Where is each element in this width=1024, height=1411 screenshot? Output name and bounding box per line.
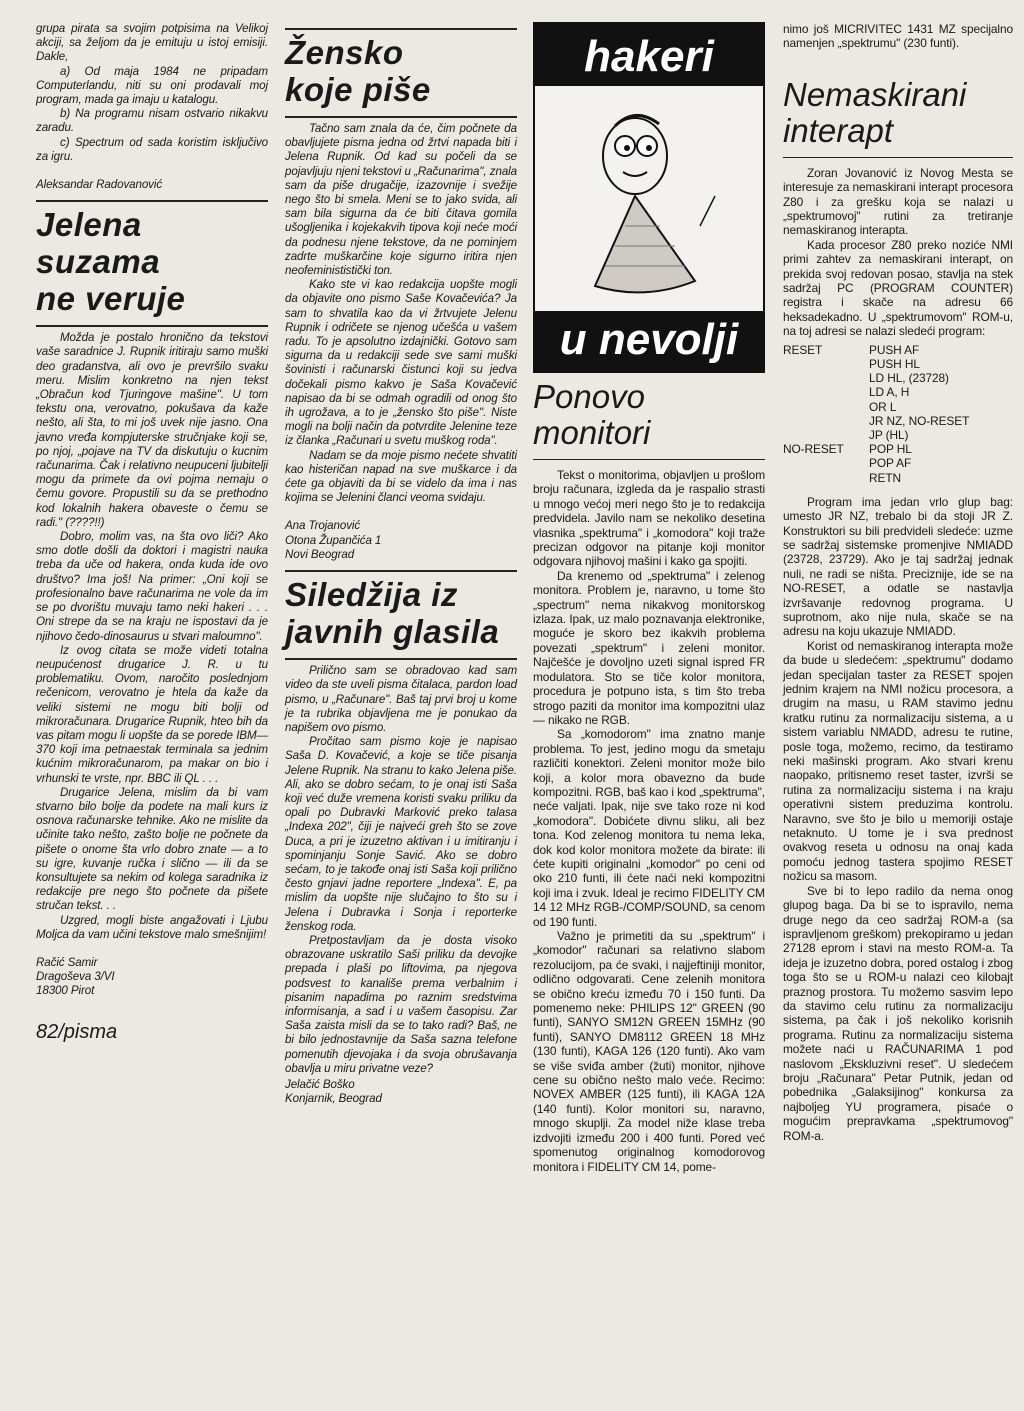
intro-para: b) Na programu nisam ostvario nikakvu zaradu. [36,107,268,135]
program-label [783,385,869,399]
body-para: nimo još MICRIVITEC 1431 MZ specijalno namenjen „spektrumu" (230 funti). [783,22,1013,51]
program-code: POP AF [869,456,912,471]
program-code: PUSH HL [869,356,920,371]
body-para: Pretpostavljam da je dosta visoko obrazovane uskratilo Saši priliku da devojke prepada i plaši po liftovima, pa njegova podsvest to kanališe prema verbalnim i pisanim napadima po raznim sredstvima informisanja, a sad i u vašem časopisu. Zar Saša zaista misli da se to tako radi? Baš, ne bi bilo jednostavnije da Saša sazna telefone pomenutih djevojaka i da svoja obrušavanja obavlja u miru privatne veze? [285,933,517,1075]
body-para: Važno je primetiti da su „spektrum" i „komodor" računari sa relativno slabom rezolucijom, pa će svaki, i najjeftiniji monitor, odlično odgovarati. Cene zelenih monitora se obično kreću između 70 i 150 funti. Da pomenemo neke: PHILIPS 12" GREEN (90 funti), SANYO SM12N GREEN 15MHz (90 funti), SANYO DM8112 GREEN 18 MHz (130 funti), KAGA 126 (120 funti). Ako vam se više sviđa amber (žuti) monitor, njihove cene su obično nešto malo veće. Recimo: NOVEX AMBER (125 funti), ili KAGA 12A (140 funti). Kolor monitori su, naravno, mnogo skuplji. Za model niže klase treba izdvojiti između 200 i 400 funti. Pored već spomenutog originalnog komodorovog monitora i FIDELITY CM 14, pome- [533,929,765,1174]
article-monitori [533,468,765,1174]
body-para: Dobro, molim vas, na šta ovo liči? Ako smo dotle došli da doktori i magistri nauka treba da uče od hakera, onda kuda ide ovo društvo? Ima još! Na primer: „Oni koji se profesionalno bave računarima ne vole da im se po dvorištu muvaju tamo neki hakeri . . . Oni strepe da se na kraju ne ispostavi da je njihovo čedo-dinosaurus u stvari maloumno". [36,530,268,643]
signature [285,1078,517,1106]
body-para: Tekst o monitorima, objavljen u prošlom broju računara, izgleda da je raspalio strasti u mnogo većoj meri nego što je to redakcija predvidela. Javilo nam se nekoliko desetina vlasnika „spektruma" i „komodora" koji traže precizan odgovor na pitanje koji monitor odgovara njihovoj mašini i kako ga spojiti. [533,468,765,569]
signature [36,956,268,999]
page-footer: 82/pisma [36,1020,118,1043]
program-code: PUSH AF [869,342,920,357]
column-2 [285,22,517,1106]
intro-para: a) Od maja 1984 ne pripadam Computerlandu, niti su oni prodavali moj program, mada ga imaju u katalogu. [36,64,268,107]
intro-para: grupa pirata sa svojim potpisima na Velikoj akciji, sa željom da je emituju u istoj emisiji. Dakle, [36,22,268,64]
divider [36,200,268,202]
intro-signature: Aleksandar Radovanović [36,178,163,192]
program-code: LD HL, (23728) [869,371,949,386]
program-code: JR NZ, NO-RESET [869,413,970,428]
program-label: NO-RESET [783,442,844,457]
body-para: Da krenemo od „spektruma" i zelenog monitora. Problem je, naravno, u tome što „spectrum" nema nikakvog monitorskog izlaza. Ipak, uz malo poznavanja elektronike, moguće je skoro bez ikakvih problema povezati „spektrum" i zeleni monitor. Najčešće je dovoljno uzeti signal ispred FR modulatora. Sto se tiče kolor monitora, procedura je potpuno ista, s tim što treba strogo paziti da monitor ima kompozitni ulaz — nikako ne RGB. [533,568,765,727]
body-para: Uzgred, mogli biste angažovati i Ljubu Moljca da vam učini tekstove malo smešnijim! [36,913,268,941]
headline-zensko: Žensko koje piše [285,34,431,108]
body-para: Sve bi to lepo radilo da nema onog glupog baga. Da bi se to ispravilo, nema druge nego da ceo sadržaj ROM-a (sa ispravljenom greškom) prekopiramo u jedan 27128 eprom i stavi na mesto ROM-a. Ta ideja je izuzetno dobra, pored ostalog i zbog toga što se u ROM-u nalazi ceo kilobajt praznog prostora. Tu možemo sasvim lepo da stavimo celu rutinu za normalizaciju sistema, pa čak i još nekoliko korisnih programa. Rutinu za normalizaciju sistema možete naći u RAČUNARIMA 1 pod naslovom „Ekskluzivni reset". U sledećem broju „Računara" Petar Putnik, jedan od pobednika „Galaksijinog" konkursa za najbolјeg YU programera, pisaće o mogućim prepravkama „spektrumovog" ROM-a. [783,883,1013,1143]
program-label [783,357,869,371]
body-para: Prilično sam se obradovao kad sam video da ste uveli pisma čitalaca, pardon load pismo, u „Računare". Baš taj prvi broj u kome je ta rubrika objavljena me je ponukao da napišem ovo pismo. [285,664,517,734]
body-para: Drugarice Jelena, mislim da bi vam stvarno bilo bolje da podete na mali kurs iz osnova računarske tehnike. Ako ne mislite da učinite tako nešto, zašto bolje ne počnete da pišete o onome šta vrlo dobro znate — a to su igre, kuvanje ručka i slično — ili da se konsultujete sa nekim od kolega saradnika iz redakcije pre nego što počnete da pišete stručan tekst. . . [36,785,268,913]
divider [285,658,517,660]
body-para: Sa „komodorom" ima znatno manje problema. To jest, jedino mogu da smetaju različiti konektori. Zeleni monitor može bilo koji, a kolor mora obavezno da bude kompozitni. RGB, baš kao i kod „spektruma", neće valjati. Ipak, nije sve tako roze ni kod „komodora". Dobićete divnu sliku, ali bez tona. Kod zelenog monitora tu nema leka, dok kod kolor monitora možete da birate: ili ćete kupiti originalni „komodor" po ceni od oko 210 funti, ili ćete naći neki kompozitni koji ima i zvuk. Ideal je recimo FIDELITY CM 14 12 MHz RGB-/COMP/SOUND, sa cenom od 190 funti. [533,727,765,929]
program-label [783,456,869,470]
signature-address: Dragoševa 3/VI [36,970,115,984]
headline-jelena: Jelena suzama ne veruje [36,206,186,318]
intro-para: c) Spectrum od sada koristim isključivo za igru. [36,135,268,163]
program-code: RETN [869,470,901,485]
article-continuation [783,22,1013,51]
hacker-cartoon-icon [535,86,763,311]
body-para: Program ima jedan vrlo glup bag: umesto JR NZ, trebalo bi da stoji JR Z. Konstruktori su bili predvideli sledeće: uzme se sadržaj sistemske promenjive NMIADD (23728, 23729). Ako je taj sadržaj jednak nuli, ne radi se ništa. Preciznije, ide se na NO-RESET, a odatle se nastavlja izvršavanje redovnog programa. U suprotnom, ako nije nula, skače se na adresu na koju ukazuje NMIADD. [783,494,1013,639]
signature-city: Novi Beograd [285,547,355,561]
divider [285,28,517,30]
headline-monitori: Ponovo monitori [533,378,651,451]
signature-name: Ana Trojanović [285,519,361,533]
signature [285,519,517,562]
program-code: POP HL [869,442,912,457]
body-para: Iz ovog citata se može videti totalna neupućenost drugarice J. R. u tu problematiku. Ovom, naročito poslednjom rečenicom, verovatno je htela da kaže da veliki sistemi ne mogu biti bolji od mikroračunara. Drugarice Rupnik, hteo bih da vas pitam mogu li uopšte da se porede IBM—370 koji ima petnaestak terminala sa jednim kućnim mikroračunarom, pa makar on bio i vrhunski te vrste, npr. BBC ili QL . . . [36,643,268,785]
program-code: OR L [869,399,897,414]
article-interapt [783,166,1013,1143]
column-3 [533,22,765,1174]
body-para: Pročitao sam pismo koje je napisao Saša D. Kovačević, a koje se tiče pisanja Jelene Rupnik. Na stranu to kako Jelena piše. Ali, ako se dobro sećam, to je onaj isti Saša koji već duže vremena koristi svaku priliku da opali po Dubravki Marković preko talasa „Indexa 202", čiji je najveći greh što se zove Duca, a pri je izuzetno aktivan i u imitiranju i spominjanju Sonje Savić. Ako se dobro sećam, to je takođe onaj isti Saša koji prilično često gnjavi jadne reportere „Indexa". E, pa mislim da uopšte nije slučajno to što su i Jelena i Dubravka i Sonja i reporterke ženskog roda. [285,735,517,933]
headline-siledzija: Siledžija iz javnih glasila [285,576,500,651]
signature-city: 18300 Pirot [36,984,95,998]
letter-intro [36,22,268,192]
letter-siledzija [285,664,517,1106]
banner-top: hakeri [533,22,765,86]
headline-interapt: Nemaskirani interapt [783,75,967,149]
body-para: Tačno sam znala da će, čim počnete da obavljujete pisma jedna od žrtvi napada biti i Jelena Rupnik. Od kad su počeli da se pojavljuju njeni tekstovi u „Računarima", znala sam da piše drugačije, izazovnije i svežije nego što bi smela. Meni se to jako svida, ali sam bila sigurna da će biti čitava gomila ušogljenika i kojekakvih tipova koji neće moći da podnesu njene tekstove, da ne pominjem zadrte muškarčine koje sigurno iritira njen neofeminististički ton. [285,122,517,278]
program-code: JP (HL) [869,427,909,442]
column-4 [783,22,1013,1143]
program-label: RESET [783,342,823,357]
program-label [783,428,869,442]
program-label [783,371,869,385]
program-label [783,400,869,414]
signature-name: Jelačić Boško [285,1077,355,1091]
signature-city: Konjarnik, Beograd [285,1092,382,1106]
program-listing [783,343,1013,485]
body-para: Zoran Jovanović iz Novog Mesta se interesuje za nemaskirani interapt procesora Z80 i za grešku koja se nalazi u „spektrumovoj" rutini za tretiranje nemaskiranog interapta. [783,165,1013,238]
body-para: Kako ste vi kao redakcija uopšte mogli da objavite ono pismo Saše Kovačevića? Ja sam to shvatila kao da vi žrtvujete Jelenu Rupnik i odričete se njenog učešća u vašem radu. To je apsolutno izdajnički. Gotovo sam sigurna da u redakciji sede sve sami muški šovinisti i računarski čistunci koji su jedva dočekali pismo kakvo je Saša Kovačević napisao da bi se odmah ogradili od onog što ih ugrožava, a to je „žensko što piše". Niste mogli na bolji način da potvrdite Jelenine teze iz članka „Računari u svetu muškog roda". [285,278,517,448]
body-para: Nadam se da moje pismo nećete shvatiti kao histeričan napad na sve muškarce i da ćete ga objaviti da bi se videlo da ima i nas kojima se Jelenini članci veoma svidaju. [285,448,517,505]
letter-zensko [285,122,517,562]
body-para: Kada procesor Z80 preko noziće NMI primi zahtev za nemaskirani interapt, on prekida svoj redovan posao, stavlja na stek sadržaj PC (PROGRAM COUNTER) registra i skače na adresu 66 heksadekadno. U „spektrumovom" ROM-u, na toj adresi se nalazi sledeći program: [783,237,1013,339]
banner-bottom: u nevolji [533,311,765,373]
divider [285,570,517,572]
signature-address: Otona Župančića 1 [285,533,382,547]
divider [36,325,268,327]
program-label [783,471,869,485]
signature-name: Račić Samir [36,955,98,969]
divider [783,157,1013,158]
letter-jelena [36,331,268,998]
divider [285,116,517,118]
body-para: Možda je postalo hronično da tekstovi vaše saradnice J. Rupnik iritiraju samo muški deo gradanstva, ali ovo je prevršilo svaku meru. Mislim konkretno na njen tekst „Obračun kod Tjuringove mašine". U tom tekstu ona, verovatno, pokušava da kaže nešto, ali šta, to mi još uvek nije jasno. Ona javno vređa kompjuterske stručnjake koji se, po njoj, „pojave na TV da diskutuju o kucnim računarima. Čak i relativno neupuceni ljubitelji mogu da primete da ovi pojma nemaju o čemu govore. Propustili su da se prethodno kod lokalnih hakera obaveste o čemu se radi." (????!!) [36,331,268,529]
body-para: Korist od nemaskiranog interapta može da bude u sledećem: „spektrumu" dodamo jedan specijalan taster za RESET spojen jednim krajem na NMI nožicu procesora, a drugim na masu, u RAM stavimo jednu kratku rutinu za normalizaciju sistema, a u sistem variablu NMADD, adresu te rutine, posle toga, možemo, recimo, da testiramo neki mašinski program. Ako stvari krenu naopako, pritisnemo reset taster, izvrši se rutina za normalizaciju sistema i na kraju operativni sistem preduzima kontrolu. Naravno, sve što je bilo u memoriji ostaje netaknuto. U tome je i sva prednost ovakvog reseta u odnosu na onaj kada pomoću jednog tastera spojimo RESET nožicu sa masom. [783,638,1013,884]
column-1 [36,22,268,1044]
program-code: LD A, H [869,385,910,400]
divider [533,459,765,460]
program-label [783,414,869,428]
hacker-illustration [533,86,765,311]
